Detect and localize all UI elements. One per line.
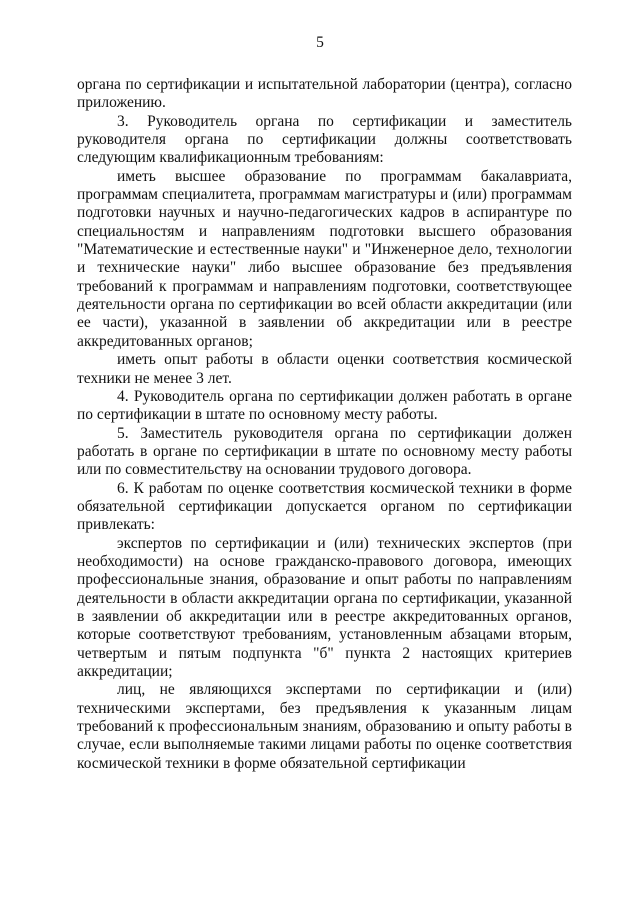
paragraph-item-3: 3. Руководитель органа по сертификации и заместитель руководителя органа по сертификации должны соответствовать следующим квалификационным требованиям:	[77, 112, 572, 167]
document-body	[77, 76, 572, 773]
paragraph-item-6: 6. К работам по оценке соответствия космической техники в форме обязательной сертификации допускается органом по сертификации привлекать:	[77, 479, 572, 534]
paragraph-item-4: 4. Руководитель органа по сертификации должен работать в органе по сертификации в штате по основному месту работы.	[77, 387, 572, 424]
paragraph-continuation: органа по сертификации и испытательной лаборатории (центра), согласно приложению.	[77, 76, 572, 112]
page-number: 5	[316, 34, 324, 51]
paragraph-non-experts: лиц, не являющихся экспертами по сертификации и (или) техническими экспертами, без предъявления к указанным лицам требований к профессиональным знаниям, образованию и опыту работы в случае, если выполняемые такими лицами работы по оценке соответствия космической техники в форме обязательной сертификации	[77, 681, 572, 772]
paragraph-experts: экспертов по сертификации и (или) технических экспертов (при необходимости) на основе гражданско-правового договора, имеющих профессиональные знания, образование и опыт работы по направлениям деятельности в области аккредитации органа по сертификации, указанной в заявлении об аккредитации или в реестре аккредитованных органов, которые соответствуют требованиям, установленным абзацами вторым, четвертым и пятым подпункта "б" пункта 2 настоящих критериев аккредитации;	[77, 534, 572, 680]
paragraph-item-5: 5. Заместитель руководителя органа по сертификации должен работать в органе по сертификации в штате по основному месту работы или по совместительству на основании трудового договора.	[77, 424, 572, 479]
paragraph-education-requirement: иметь высшее образование по программам бакалавриата, программам специалитета, программам магистратуры и (или) программам подготовки научных и научно-педагогических кадров в аспирантуре по специальностям и направлениям подготовки высшего образования "Математические и естественные науки" и "Инженерное дело, технологии и технические науки" либо высшее образование без предъявления требований к программам и направлениям подготовки, соответствующее деятельности органа по сертификации во всей области аккредитации (или ее части), указанной в заявлении об аккредитации или в реестре аккредитованных органов;	[77, 167, 572, 350]
paragraph-experience-requirement: иметь опыт работы в области оценки соответствия космической техники не менее 3 лет.	[77, 351, 572, 387]
